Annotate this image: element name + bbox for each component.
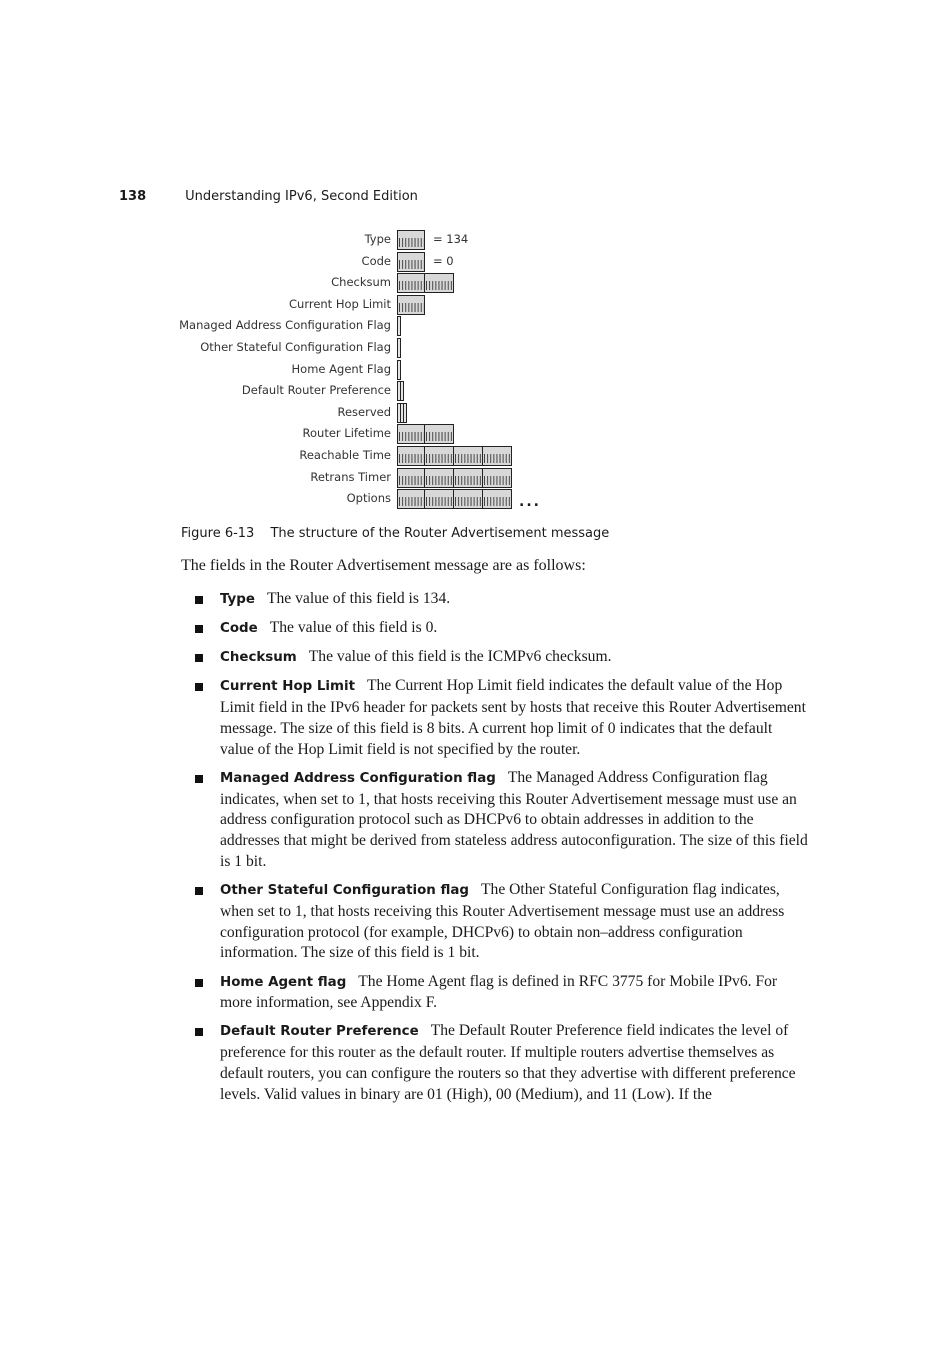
bullet-icon — [195, 775, 203, 783]
figure-number: Figure 6-13 — [181, 526, 255, 541]
diagram-row — [150, 337, 570, 359]
field-description-list — [193, 589, 809, 1113]
field-label: Retrans Timer — [310, 469, 391, 484]
bullet-icon — [195, 683, 203, 691]
field-description: The Other Stateful Configuration flag indicates, when set to 1, that hosts receiving this Router Advertisement message must use an address configuration protocol (for example, DHCPv6) to obtain non–address configuration information. The size of this field is 1 bit. — [220, 881, 785, 962]
list-item — [193, 589, 809, 611]
field-bytes — [397, 252, 425, 272]
field-label: Code — [361, 253, 391, 268]
field-label: Type — [364, 232, 391, 246]
field-label: Default Router Preference — [241, 383, 391, 398]
diagram-row — [150, 445, 570, 467]
field-description: The value of this field is 0. — [269, 619, 438, 637]
field-label: Other Stateful Configuration Flag — [200, 340, 391, 354]
figure-caption — [181, 526, 609, 541]
field-bytes — [397, 468, 512, 488]
field-bytes — [397, 446, 512, 466]
field-description: The Current Hop Limit field indicates the default value of the Hop Limit field in the IPv6 header for packets sent by hosts that receive this Router Advertisement message. The size of this field is 8 bits. A current hop limit of 0 indicates that the default value of the Hop Limit field is not specified by the router. — [220, 677, 806, 758]
field-description: The Default Router Preference field indicates the level of preference for this router as the default router. If multiple routers advertise themselves as default routers, you can configure the routers so that they advertise with different preference levels. Valid values in binary are 01 (High), 00 (Medium), and 11 (Low). If the — [220, 1022, 796, 1103]
diagram-row — [150, 488, 570, 510]
router-advertisement-diagram — [150, 229, 570, 519]
field-bits — [397, 381, 404, 401]
book-title: Understanding IPv6, Second Edition — [185, 189, 418, 204]
diagram-row — [150, 294, 570, 316]
field-bytes — [397, 273, 454, 293]
field-bytes — [397, 230, 425, 250]
field-value: = 134 — [433, 232, 469, 246]
list-item — [193, 768, 809, 873]
diagram-row — [150, 402, 570, 424]
list-item — [193, 880, 809, 964]
field-label: Reserved — [337, 404, 391, 419]
field-bytes — [397, 489, 512, 509]
field-label: Reachable Time — [299, 448, 391, 462]
field-label: Options — [346, 491, 391, 506]
field-label: Home Agent Flag — [291, 361, 391, 376]
list-item — [193, 618, 809, 640]
continuation-ellipsis: ... — [519, 494, 541, 511]
diagram-row — [150, 251, 570, 273]
bullet-icon — [195, 887, 203, 895]
field-term: Managed Address Configuration flag — [220, 770, 496, 786]
bullet-icon — [195, 625, 203, 633]
bullet-icon — [195, 596, 203, 604]
intro-paragraph: The fields in the Router Advertisement message are as follows: — [181, 557, 586, 574]
field-term: Checksum — [220, 650, 297, 666]
list-item — [193, 647, 809, 669]
field-term: Home Agent flag — [220, 974, 347, 990]
field-term: Code — [220, 621, 258, 637]
field-bits — [397, 403, 407, 423]
field-label: Managed Address Configuration Flag — [179, 318, 391, 333]
bullet-icon — [195, 1028, 203, 1036]
field-term: Other Stateful Configuration flag — [220, 883, 470, 899]
field-term: Default Router Preference — [220, 1024, 419, 1040]
diagram-row — [150, 315, 570, 337]
field-bytes — [397, 424, 454, 444]
field-label: Router Lifetime — [302, 426, 391, 441]
field-bits — [397, 338, 401, 358]
field-label: Checksum — [331, 275, 391, 290]
page-number: 138 — [119, 189, 147, 204]
field-label: Current Hop Limit — [289, 296, 391, 311]
field-description: The Managed Address Configuration flag indicates, when set to 1, that hosts receiving this Router Advertisement message must use an address configuration protocol such as DHCPv6 to obtain addresses in addition to the addresses that might be derived from stateless address autoconfiguration. The size of this field is 1 bit. — [220, 768, 808, 870]
diagram-row — [150, 380, 570, 402]
diagram-row — [150, 423, 570, 445]
field-term: Type — [220, 592, 255, 607]
diagram-row — [150, 229, 570, 251]
field-bytes — [397, 295, 425, 315]
field-description: The value of this field is the ICMPv6 checksum. — [308, 648, 612, 666]
list-item — [193, 972, 809, 1015]
list-item — [193, 1021, 809, 1105]
field-bits — [397, 316, 401, 336]
list-item — [193, 676, 809, 760]
bullet-icon — [195, 654, 203, 662]
field-term: Current Hop Limit — [220, 679, 355, 695]
diagram-row — [150, 272, 570, 294]
field-description: The Home Agent flag is defined in RFC 3775 for Mobile IPv6. For more information, see Appendix F. — [220, 972, 778, 1012]
diagram-row — [150, 467, 570, 489]
figure-caption-text: The structure of the Router Advertisement message — [270, 526, 610, 541]
field-description: The value of this field is 134. — [266, 590, 451, 607]
field-bits — [397, 360, 401, 380]
page-header — [119, 189, 418, 204]
diagram-row — [150, 359, 570, 381]
bullet-icon — [195, 979, 203, 987]
field-value: = 0 — [433, 253, 454, 268]
